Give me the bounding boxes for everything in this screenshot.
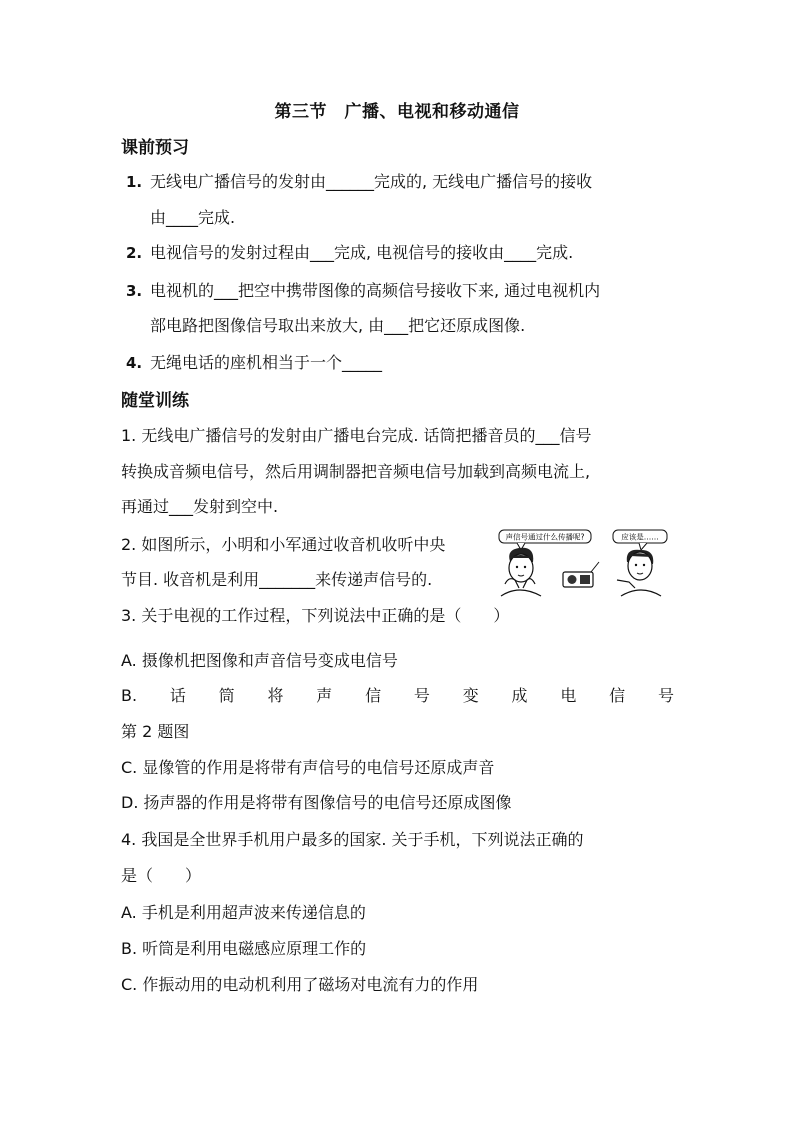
pre-q2-number: 2. xyxy=(126,244,143,262)
option-b-char: 电 xyxy=(560,686,577,705)
right-bubble-text: 应该是…… xyxy=(621,532,659,542)
option-b-char: 筒 xyxy=(218,686,235,705)
radio-listening-illustration xyxy=(489,528,674,598)
option-b-char: 号 xyxy=(413,686,430,705)
class-q1-line3: 再通过___发射到空中. xyxy=(121,497,279,516)
pre-q1-number: 1. xyxy=(126,173,143,191)
figure-caption: 第 2 题图 xyxy=(121,722,190,741)
class-q4-line2: 是（ ） xyxy=(121,866,202,885)
class-q3-option-c: C. 显像管的作用是将带有声信号的电信号还原成声音 xyxy=(121,758,495,777)
class-q2-line1: 2. 如图所示，小明和小军通过收音机收听中央 xyxy=(121,535,446,554)
class-q4-option-a: A. 手机是利用超声波来传递信息的 xyxy=(121,903,366,922)
option-b-char: 信 xyxy=(365,686,382,705)
option-b-char: 将 xyxy=(267,686,284,705)
option-b-char: 号 xyxy=(657,686,674,705)
pre-q3-line1: 电视机的___把空中携带图像的高频信号接收下来, 通过电视机内 xyxy=(150,281,601,300)
pre-q3-line2: 部电路把图像信号取出来放大, 由___把它还原成图像. xyxy=(150,316,526,335)
option-b-char: 成 xyxy=(511,686,528,705)
option-b-char: 信 xyxy=(609,686,626,705)
pre-q4-line1: 无绳电话的座机相当于一个_____ xyxy=(150,353,383,372)
class-q4-option-b: B. 听筒是利用电磁感应原理工作的 xyxy=(121,939,367,958)
class-q3-stem: 3. 关于电视的工作过程，下列说法中正确的是（ ） xyxy=(121,606,510,625)
pre-q1-line2: 由____完成. xyxy=(150,208,236,227)
section-heading-pre-study: 课前预习 xyxy=(121,138,189,158)
option-b-char: 变 xyxy=(462,686,479,705)
class-q3-option-b xyxy=(121,684,674,708)
option-b-char: 声 xyxy=(316,686,333,705)
left-bubble-text: 声信号通过什么传播呢? xyxy=(505,532,585,542)
pre-q1-line1: 无线电广播信号的发射由______完成的, 无线电广播信号的接收 xyxy=(150,172,593,191)
class-q3-option-a: A. 摄像机把图像和声音信号变成电信号 xyxy=(121,651,398,670)
class-q4-line1: 4. 我国是全世界手机用户最多的国家. 关于手机，下列说法正确的 xyxy=(121,830,584,849)
pre-q4-number: 4. xyxy=(126,354,143,372)
page-title: 第三节 广播、电视和移动通信 xyxy=(274,102,520,122)
class-q1-line2: 转换成音频电信号，然后用调制器把音频电信号加载到高频电流上, xyxy=(121,462,591,481)
option-b-char: 话 xyxy=(169,686,186,705)
class-q1-line1: 1. 无线电广播信号的发射由广播电台完成. 话筒把播音员的___信号 xyxy=(121,426,592,445)
section-heading-in-class: 随堂训练 xyxy=(121,391,189,411)
class-q4-option-c: C. 作振动用的电动机利用了磁场对电流有力的作用 xyxy=(121,975,479,994)
pre-q3-number: 3. xyxy=(126,282,143,300)
class-q2-line2: 节目. 收音机是利用_______来传递声信号的. xyxy=(121,570,433,589)
class-q3-option-d: D. 扬声器的作用是将带有图像信号的电信号还原成图像 xyxy=(121,793,512,812)
option-b-char: B. xyxy=(121,686,138,705)
pre-q2-line1: 电视信号的发射过程由___完成, 电视信号的接收由____完成. xyxy=(150,243,574,262)
